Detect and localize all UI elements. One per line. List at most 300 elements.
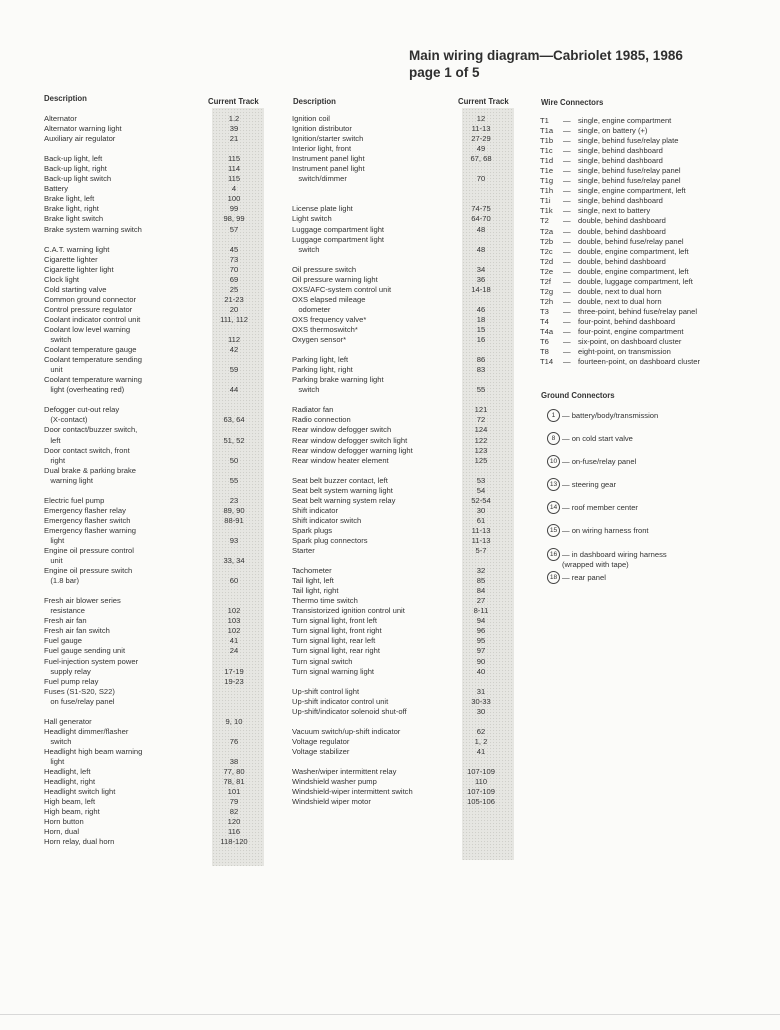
component-row <box>44 325 274 335</box>
component-description: Control pressure regulator <box>44 304 133 314</box>
component-description: Parking light, right <box>292 365 353 375</box>
component-description: Instrument panel light <box>292 154 365 164</box>
component-row <box>44 194 274 204</box>
ground-connector-location: — steering gear <box>562 480 617 490</box>
component-row <box>292 747 522 757</box>
wire-connector-location: double, engine compartment, left <box>578 246 689 256</box>
separator-dash: — <box>563 166 571 176</box>
current-track: 15 <box>476 324 486 334</box>
current-track: 4 <box>231 184 237 194</box>
component-description: light <box>44 757 65 766</box>
component-row <box>292 405 522 415</box>
component-row <box>292 124 522 134</box>
wire-connector-code: T1b <box>540 136 554 146</box>
component-description: odometer <box>292 304 331 314</box>
ground-connector-location: — on cold start valve <box>562 434 633 444</box>
component-row <box>44 225 274 235</box>
component-row <box>44 677 274 687</box>
component-description: Turn signal light, rear right <box>292 646 380 656</box>
component-row <box>44 837 274 847</box>
component-row <box>292 667 522 677</box>
wire-connector-code: T2c <box>540 246 553 256</box>
component-description: switch <box>292 244 320 254</box>
component-row <box>44 526 274 536</box>
col2-track-header: Current Track <box>458 97 509 106</box>
current-track: 16 <box>476 335 486 345</box>
component-description: OXS frequency valve* <box>292 314 367 324</box>
component-row <box>44 466 274 476</box>
component-row <box>44 737 274 747</box>
component-description: Windshield washer pump <box>292 777 377 787</box>
component-description: switch/dimmer <box>292 174 347 184</box>
wire-connector-code: T2a <box>540 226 554 236</box>
component-description: Washer/wiper intermittent relay <box>292 767 397 777</box>
separator-dash: — <box>563 276 571 286</box>
ground-number-circle: 1 <box>547 409 560 422</box>
current-track: 73 <box>229 254 239 264</box>
current-track: 14-18 <box>471 284 491 294</box>
component-description: Turn signal light, front right <box>292 626 382 636</box>
component-description: Shift indicator <box>292 505 339 515</box>
ground-number-circle: 16 <box>547 548 560 561</box>
ground-connector-location: — on wiring harness front <box>562 526 649 536</box>
current-track: 116 <box>227 827 241 837</box>
current-track: 67, 68 <box>470 154 492 164</box>
current-track: 8-11 <box>473 606 489 616</box>
component-description: supply relay <box>44 666 91 676</box>
separator-dash: — <box>563 226 571 236</box>
wire-connector-code: T14 <box>540 357 554 367</box>
component-description: Back-up light, left <box>44 154 103 164</box>
separator-dash: — <box>563 316 571 326</box>
component-description: switch <box>44 335 72 345</box>
component-row <box>44 345 274 355</box>
component-row <box>292 707 522 717</box>
component-description: High beam, left <box>44 797 96 807</box>
current-track: 103 <box>227 616 241 626</box>
component-row <box>44 657 274 667</box>
current-track: 101 <box>227 787 241 797</box>
current-track: 24 <box>229 646 239 656</box>
component-row <box>292 626 522 636</box>
component-row <box>44 717 274 727</box>
current-track: 27-29 <box>471 134 491 144</box>
component-description: Tail light, left <box>292 576 334 586</box>
component-row <box>292 335 522 345</box>
current-track: 99 <box>229 204 239 214</box>
component-description: Cigarette lighter <box>44 254 98 264</box>
component-description: Headlight, left <box>44 767 91 777</box>
current-track: 125 <box>474 455 488 465</box>
current-track: 21 <box>229 134 239 144</box>
component-description: Thermo time switch <box>292 596 358 606</box>
component-description: Dual brake & parking brake <box>44 465 137 475</box>
component-description: warning light <box>44 475 93 485</box>
wire-connector-code: T2b <box>540 236 554 246</box>
component-row <box>292 526 522 536</box>
wire-connector-location: single, behind dashboard <box>578 146 663 156</box>
component-row <box>292 566 522 576</box>
current-track: 72 <box>476 415 486 425</box>
component-row <box>44 576 274 586</box>
component-row <box>44 596 274 606</box>
component-row <box>292 385 522 395</box>
component-row <box>44 114 274 124</box>
component-row <box>44 516 274 526</box>
wire-connector-code: T1g <box>540 176 554 186</box>
component-description: Turn signal light, front left <box>292 616 377 626</box>
component-row <box>44 154 274 164</box>
current-track: 93 <box>229 535 239 545</box>
wire-connector-location: eight-point, on transmission <box>578 347 671 357</box>
current-track: 34 <box>476 264 486 274</box>
component-row <box>292 496 522 506</box>
component-row <box>44 797 274 807</box>
separator-dash: — <box>563 296 571 306</box>
component-row <box>292 787 522 797</box>
component-row <box>44 506 274 516</box>
component-description: Radio connection <box>292 415 351 425</box>
component-row <box>44 245 274 255</box>
component-description: Coolant temperature gauge <box>44 345 137 355</box>
component-description: Fuel gauge sending unit <box>44 646 126 656</box>
component-row <box>44 636 274 646</box>
component-description: Back-up light switch <box>44 174 112 184</box>
spacer <box>292 194 522 204</box>
component-row <box>292 134 522 144</box>
component-row <box>44 365 274 375</box>
separator-dash: — <box>563 256 571 266</box>
component-description: Tachometer <box>292 566 332 576</box>
current-track: 30 <box>476 505 486 515</box>
component-description: Fuses (S1-S20, S22) <box>44 686 115 696</box>
current-track: 45 <box>229 244 239 254</box>
component-row <box>292 315 522 325</box>
component-description: Seat belt system warning light <box>292 485 393 495</box>
component-description: License plate light <box>292 204 353 214</box>
component-description: Rear window defogger switch <box>292 425 392 435</box>
wire-connector-code: T1c <box>540 146 553 156</box>
current-track: 97 <box>476 646 486 656</box>
component-row <box>44 265 274 275</box>
separator-dash: — <box>563 156 571 166</box>
wire-connector-location: double, behind dashboard <box>578 216 666 226</box>
current-track: 1, 2 <box>474 736 488 746</box>
component-description: Up-shift/indicator solenoid shut-off <box>292 706 407 716</box>
component-description: Fresh air fan switch <box>44 626 110 636</box>
component-row <box>292 456 522 466</box>
current-track: 48 <box>476 244 486 254</box>
current-track: 39 <box>229 124 239 134</box>
component-description: Windshield wiper motor <box>292 797 371 807</box>
separator-dash: — <box>563 186 571 196</box>
wire-connector-location: single, engine compartment <box>578 116 672 125</box>
current-track: 38 <box>229 757 239 766</box>
separator-dash: — <box>563 236 571 246</box>
current-track: 31 <box>476 686 486 696</box>
component-row <box>44 174 274 184</box>
component-description: left <box>44 435 61 445</box>
component-row <box>44 687 274 697</box>
current-track: 60 <box>229 576 239 586</box>
wire-connector-location: double, engine compartment, left <box>578 266 689 276</box>
component-row <box>44 456 274 466</box>
current-track: 11-13 <box>471 525 491 535</box>
component-row <box>44 134 274 144</box>
component-row <box>292 646 522 656</box>
component-row <box>44 405 274 415</box>
component-description: switch <box>292 385 320 395</box>
col1-track-header: Current Track <box>208 97 259 106</box>
component-description: Parking light, left <box>292 355 349 365</box>
component-row <box>44 275 274 285</box>
current-track: 48 <box>476 224 486 234</box>
current-track: 61 <box>476 515 486 525</box>
document-header <box>409 47 683 81</box>
page-number: page 1 of 5 <box>409 65 480 80</box>
current-track: 27 <box>476 596 486 606</box>
separator-dash: — <box>563 116 571 125</box>
component-row <box>292 154 522 164</box>
component-row <box>44 616 274 626</box>
component-row <box>44 415 274 425</box>
component-row <box>44 184 274 194</box>
wire-connector-code: T1a <box>540 126 554 136</box>
current-track: 23 <box>229 495 239 505</box>
component-row <box>292 144 522 154</box>
component-row <box>292 375 522 385</box>
component-row <box>44 757 274 767</box>
component-description: Vacuum switch/up-shift indicator <box>292 726 401 736</box>
spacer <box>292 466 522 476</box>
component-row <box>44 626 274 636</box>
component-description: Turn signal warning light <box>292 666 375 676</box>
current-track: 50 <box>229 455 239 465</box>
wire-connector-location: single, next to battery <box>578 206 651 216</box>
component-row <box>44 305 274 315</box>
component-description: Spark plugs <box>292 525 333 535</box>
wire-connector-location: three-point, behind fuse/relay panel <box>578 306 698 316</box>
component-row <box>292 436 522 446</box>
wire-connector-code: T4a <box>540 326 554 336</box>
wire-connector-code: T1d <box>540 156 554 166</box>
current-track: 70 <box>476 174 486 184</box>
separator-dash: — <box>563 357 571 367</box>
component-description: Defogger cut-out relay <box>44 405 120 415</box>
component-description: Hall generator <box>44 716 92 726</box>
current-track: 41 <box>476 746 486 756</box>
wire-connector-location: double, behind dashboard <box>578 226 666 236</box>
component-description: Oil pressure switch <box>292 264 357 274</box>
component-description: Battery <box>44 184 69 194</box>
component-description: Brake system warning switch <box>44 224 142 234</box>
component-description: switch <box>44 736 72 746</box>
wire-connector-location: double, luggage compartment, left <box>578 276 693 286</box>
current-track: 19-23 <box>224 676 244 686</box>
component-description: High beam, right <box>44 807 100 817</box>
current-track: 36 <box>476 274 486 284</box>
separator-dash: — <box>563 347 571 357</box>
component-row <box>292 275 522 285</box>
spacer <box>292 556 522 566</box>
component-description: Common ground connector <box>44 294 137 304</box>
current-track: 88-91 <box>224 515 244 525</box>
component-description: Ignition/starter switch <box>292 134 364 144</box>
current-track: 52-54 <box>471 495 491 505</box>
wire-connector-code: T2e <box>540 266 554 276</box>
spacer <box>44 144 274 154</box>
component-description: Electric fuel pump <box>44 495 105 505</box>
current-track: 1.2 <box>228 114 240 123</box>
wire-connector-code: T2f <box>540 276 551 286</box>
component-description: Fresh air fan <box>44 616 87 626</box>
component-description: Up-shift control light <box>292 686 360 696</box>
component-row <box>292 305 522 315</box>
current-track: 32 <box>476 566 486 576</box>
component-row <box>44 727 274 737</box>
wire-connector-location: single, on battery (+) <box>578 126 648 136</box>
current-track: 54 <box>476 485 486 495</box>
current-track: 9, 10 <box>225 716 243 726</box>
component-row <box>292 204 522 214</box>
component-list-column-1 <box>44 114 274 847</box>
component-row <box>44 476 274 486</box>
separator-dash: — <box>563 136 571 146</box>
wire-connector-code: T2d <box>540 256 554 266</box>
component-row <box>292 636 522 646</box>
wire-connector-location: six-point, on dashboard cluster <box>578 337 682 347</box>
current-track: 89, 90 <box>223 505 245 515</box>
current-track: 51, 52 <box>223 435 245 445</box>
ground-connector-location: — on-fuse/relay panel <box>562 457 637 467</box>
current-track: 41 <box>229 636 239 646</box>
component-row <box>44 606 274 616</box>
component-description: Luggage compartment light <box>292 224 385 234</box>
component-row <box>44 446 274 456</box>
component-description: Shift indicator switch <box>292 515 362 525</box>
current-track: 21-23 <box>224 294 244 304</box>
component-description: Emergency flasher relay <box>44 505 126 515</box>
current-track: 95 <box>476 636 486 646</box>
current-track: 105-106 <box>467 797 495 807</box>
component-row <box>44 556 274 566</box>
current-track: 74-75 <box>471 204 491 214</box>
wire-connector-location: four-point, engine compartment <box>578 326 684 336</box>
ground-connector-location: — battery/body/transmission <box>562 411 659 420</box>
component-row <box>44 546 274 556</box>
component-row <box>44 436 274 446</box>
ground-number-circle: 18 <box>547 571 560 584</box>
separator-dash: — <box>563 306 571 316</box>
separator-dash: — <box>563 176 571 186</box>
component-row <box>292 214 522 224</box>
current-track: 114 <box>227 164 241 174</box>
component-row <box>44 496 274 506</box>
component-row <box>44 315 274 325</box>
component-description: Headlight dimmer/flasher <box>44 726 129 736</box>
component-row <box>292 586 522 596</box>
component-row <box>44 335 274 345</box>
wire-connector-code: T8 <box>540 347 549 357</box>
component-row <box>292 767 522 777</box>
wire-connector-code: T2h <box>540 296 554 306</box>
component-description: Starter <box>292 546 315 556</box>
component-row <box>292 616 522 626</box>
component-description: Headlight, right <box>44 777 96 787</box>
component-row <box>292 355 522 365</box>
component-row <box>292 506 522 516</box>
spacer <box>292 345 522 355</box>
component-description: unit <box>44 556 63 566</box>
component-description: resistance <box>44 606 85 616</box>
current-track: 102 <box>227 606 241 616</box>
component-row <box>292 606 522 616</box>
component-row <box>44 646 274 656</box>
spacer <box>44 586 274 596</box>
component-description: right <box>44 455 66 465</box>
wire-connector-code: T4 <box>540 316 549 326</box>
current-track: 30-33 <box>471 696 491 706</box>
wire-connector-code: T1i <box>540 196 551 206</box>
component-description: Windshield-wiper intermittent switch <box>292 787 413 797</box>
component-row <box>292 576 522 586</box>
current-track: 49 <box>476 144 486 154</box>
component-row <box>44 255 274 265</box>
wire-connector-code: T3 <box>540 306 549 316</box>
wire-connector-location: double, behind fuse/relay panel <box>578 236 684 246</box>
spacer <box>44 707 274 717</box>
component-description: Coolant temperature sending <box>44 355 142 365</box>
component-description: Up-shift indicator control unit <box>292 696 389 706</box>
component-row <box>292 114 522 124</box>
wire-connector-location: double, next to dual horn <box>578 286 662 296</box>
component-description: Brake light, left <box>44 194 95 204</box>
component-description: Spark plug connectors <box>292 535 368 545</box>
component-description: OXS/AFC-system control unit <box>292 284 392 294</box>
ground-number-circle: 13 <box>547 478 560 491</box>
current-track: 86 <box>476 355 486 365</box>
separator-dash: — <box>563 326 571 336</box>
component-description: Clock light <box>44 274 80 284</box>
component-row <box>44 787 274 797</box>
component-description: Radiator fan <box>292 405 334 415</box>
current-track: 83 <box>476 365 486 375</box>
component-description: Engine oil pressure switch <box>44 566 133 576</box>
current-track: 55 <box>229 475 239 485</box>
component-row <box>44 777 274 787</box>
current-track: 98, 99 <box>223 214 245 224</box>
component-description: Emergency flasher switch <box>44 515 131 525</box>
separator-dash: — <box>563 216 571 226</box>
component-description: Light switch <box>292 214 332 224</box>
component-description: Door contact/buzzer switch, <box>44 425 138 435</box>
current-track: 96 <box>476 626 486 636</box>
component-row <box>292 657 522 667</box>
current-track: 122 <box>474 435 488 445</box>
component-description: on fuse/relay panel <box>44 696 115 706</box>
page-title: Main wiring diagram—Cabriolet 1985, 1986 <box>409 48 683 63</box>
current-track: 59 <box>229 365 239 375</box>
separator-dash: — <box>563 196 571 206</box>
component-description: (1.8 bar) <box>44 576 80 586</box>
component-row <box>292 596 522 606</box>
component-row <box>292 687 522 697</box>
component-description: Rear window heater element <box>292 455 389 465</box>
component-row <box>44 164 274 174</box>
component-row <box>44 667 274 677</box>
current-track: 78, 81 <box>223 777 245 787</box>
component-description: Voltage regulator <box>292 736 350 746</box>
